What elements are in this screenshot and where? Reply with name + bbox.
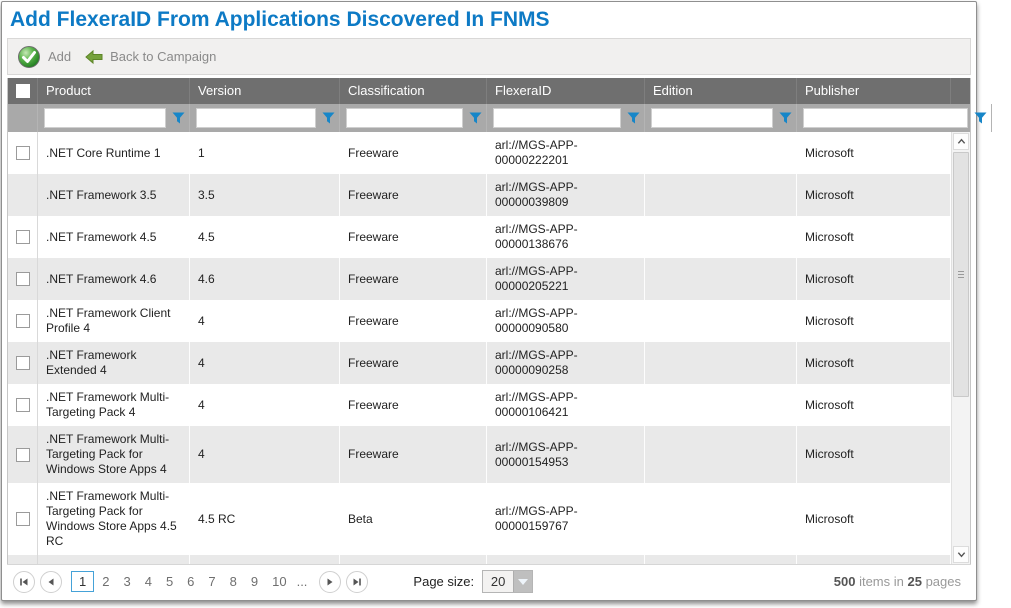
filter-input-classification[interactable]	[346, 108, 463, 128]
filter-funnel-icon[interactable]	[627, 112, 640, 124]
filter-spacer-cell	[8, 104, 38, 132]
cell-flexera_id: arl://MGS-APP-00000159767	[487, 483, 645, 555]
cell-publisher: Microsoft	[797, 300, 951, 342]
dialog-window	[1, 1, 977, 601]
table-row	[8, 426, 951, 483]
row-checkbox[interactable]	[16, 272, 30, 286]
filter-funnel-icon[interactable]	[779, 112, 792, 124]
column-header-classification[interactable]: Classification	[340, 78, 487, 104]
filter-cell-flexeraid	[487, 104, 645, 132]
pages-count: 25	[907, 574, 922, 589]
cell-product: .NET Framework Multi-Targeting Pack for Windows Store Apps 4	[38, 426, 190, 483]
page-number[interactable]: 9	[250, 574, 259, 589]
filter-cell-classification	[340, 104, 487, 132]
filter-input-version[interactable]	[196, 108, 316, 128]
cell-version: 1	[190, 132, 340, 174]
cell-product: .NET Framework Multi-Targeting Pack for Windows Store Apps 4.5 RC	[38, 483, 190, 555]
row-checkbox[interactable]	[16, 314, 30, 328]
scrollbar-up-button[interactable]	[953, 133, 969, 150]
page-number[interactable]: 10	[272, 574, 287, 589]
row-checkbox[interactable]	[16, 146, 30, 160]
row-select-cell	[8, 258, 38, 300]
page-number-list	[71, 571, 313, 592]
cell-product: .NET Framework 3.5	[38, 174, 190, 216]
row-checkbox[interactable]	[16, 398, 30, 412]
cell-flexera_id: arl://MGS-APP-00000154953	[487, 426, 645, 483]
filter-cell-publisher	[797, 104, 992, 132]
filter-input-edition[interactable]	[651, 108, 773, 128]
row-select-cell	[8, 426, 38, 483]
cell-classification: Freeware	[340, 342, 487, 384]
cell-edition	[645, 384, 797, 426]
cell-flexera_id: arl://MGS-APP-00000039809	[487, 174, 645, 216]
cell-publisher: Microsoft	[797, 174, 951, 216]
data-grid	[7, 78, 971, 564]
add-check-icon	[17, 45, 41, 69]
cell-classification: Beta	[340, 483, 487, 555]
table-row	[8, 216, 951, 258]
filter-input-flexeraid[interactable]	[493, 108, 621, 128]
grid-filter-row	[8, 104, 970, 132]
filter-input-product[interactable]	[44, 108, 166, 128]
page-number-current[interactable]: 1	[71, 571, 94, 592]
page-number[interactable]: 8	[229, 574, 237, 589]
cell-version: 4	[190, 342, 340, 384]
cell-version: 4	[190, 384, 340, 426]
cell-classification: Freeware	[340, 426, 487, 483]
table-row	[8, 258, 951, 300]
cell-flexera_id: arl://MGS-APP-00000138676	[487, 216, 645, 258]
page-size-value: 20	[483, 571, 513, 592]
row-select-cell	[8, 216, 38, 258]
cell-edition	[645, 216, 797, 258]
cell-flexera_id: arl://MGS-APP-00000090258	[487, 342, 645, 384]
table-row	[8, 300, 951, 342]
page-number[interactable]: 4	[144, 574, 152, 589]
items-count-info	[834, 574, 961, 589]
cell-version: 4.5	[190, 216, 340, 258]
scrollbar-grip-icon	[958, 271, 964, 280]
cell-product: .NET Framework Client Profile 4	[38, 300, 190, 342]
cell-flexera_id: arl://MGS-APP-00000222201	[487, 132, 645, 174]
row-checkbox[interactable]	[16, 512, 30, 526]
add-button-label: Add	[48, 49, 72, 64]
filter-funnel-icon[interactable]	[172, 112, 185, 124]
cell-version: 4.6	[190, 258, 340, 300]
column-header-product[interactable]: Product	[38, 78, 190, 104]
cell-publisher: Microsoft	[797, 342, 951, 384]
first-page-button[interactable]	[13, 571, 35, 593]
cell-edition	[645, 300, 797, 342]
items-count: 500	[833, 574, 856, 589]
triangle-down-icon	[518, 579, 528, 585]
row-checkbox[interactable]	[16, 230, 30, 244]
page-size-dropdown-arrow[interactable]	[513, 571, 532, 592]
pager-bar	[7, 564, 971, 598]
cell-publisher: Microsoft	[797, 258, 951, 300]
cell-product: .NET Core Runtime 1	[38, 132, 190, 174]
row-select-cell	[8, 384, 38, 426]
filter-funnel-icon[interactable]	[322, 112, 335, 124]
cell-publisher: Microsoft	[797, 132, 951, 174]
toolbar	[7, 38, 971, 75]
cell-classification: Freeware	[340, 258, 487, 300]
row-select-cell	[8, 300, 38, 342]
back-button-label: Back to Campaign	[110, 49, 217, 64]
table-row	[8, 174, 951, 216]
row-select-cell	[8, 483, 38, 555]
row-select-cell	[8, 342, 38, 384]
column-header-publisher[interactable]: Publisher	[797, 78, 951, 104]
cell-version: 4	[190, 426, 340, 483]
cell-flexera_id: arl://MGS-APP-00000106421	[487, 384, 645, 426]
grid-rows	[8, 132, 951, 564]
cell-edition	[645, 258, 797, 300]
select-all-checkbox[interactable]	[16, 84, 30, 98]
grid-body	[8, 132, 970, 564]
cell-edition	[645, 174, 797, 216]
page-number[interactable]: 7	[208, 574, 216, 589]
row-select-cell	[8, 174, 38, 216]
pages-text: pages	[921, 574, 961, 589]
cell-flexera_id: arl://MGS-APP-00000090580	[487, 300, 645, 342]
prev-page-button[interactable]	[40, 571, 62, 593]
cell-edition	[645, 483, 797, 555]
cell-product: .NET Framework 4.5	[38, 216, 190, 258]
cell-version: 4.5 RC	[190, 483, 340, 555]
filter-cell-edition	[645, 104, 797, 132]
cell-product: .NET Framework Multi-Targeting Pack 4	[38, 384, 190, 426]
cell-flexera_id: arl://MGS-APP-00000205221	[487, 258, 645, 300]
cell-classification: Freeware	[340, 216, 487, 258]
cell-classification: Freeware	[340, 174, 487, 216]
table-row	[8, 384, 951, 426]
column-header-edition[interactable]: Edition	[645, 78, 797, 104]
cell-classification: Freeware	[340, 384, 487, 426]
cell-version: 4	[190, 300, 340, 342]
back-to-campaign-button[interactable]	[85, 49, 216, 64]
back-arrow-icon	[85, 50, 103, 64]
column-header-flexeraid[interactable]: FlexeraID	[487, 78, 645, 104]
cell-edition	[645, 132, 797, 174]
cell-publisher: Microsoft	[797, 216, 951, 258]
page-size-control	[413, 570, 533, 593]
scrollbar-thumb[interactable]	[953, 152, 969, 397]
cell-classification: Freeware	[340, 132, 487, 174]
filter-funnel-icon[interactable]	[469, 112, 482, 124]
cell-product: .NET Framework 4.6	[38, 258, 190, 300]
cell-publisher: Microsoft	[797, 384, 951, 426]
filter-input-publisher[interactable]	[803, 108, 968, 128]
page-number[interactable]: 2	[102, 574, 110, 589]
filter-cell-product	[38, 104, 190, 132]
filter-scrollbar-spacer	[992, 104, 1011, 132]
last-page-button[interactable]	[346, 571, 368, 593]
row-checkbox[interactable]	[16, 356, 30, 370]
cell-edition	[645, 426, 797, 483]
filter-cell-version	[190, 104, 340, 132]
scrollbar-down-button[interactable]	[953, 546, 969, 563]
select-all-header-cell	[8, 78, 38, 104]
cell-publisher: Microsoft	[797, 426, 951, 483]
add-button[interactable]	[17, 45, 71, 69]
cell-classification: Freeware	[340, 300, 487, 342]
page-number[interactable]: 5	[165, 574, 174, 589]
grid-header-row	[8, 78, 970, 104]
cell-publisher: Microsoft	[797, 483, 951, 555]
cell-version: 3.5	[190, 174, 340, 216]
table-row	[8, 483, 951, 555]
header-scrollbar-spacer	[951, 78, 970, 104]
page-number[interactable]: 6	[187, 574, 195, 589]
page-number[interactable]: 3	[123, 574, 131, 589]
row-checkbox[interactable]	[16, 448, 30, 462]
column-header-version[interactable]: Version	[190, 78, 340, 104]
table-row	[8, 342, 951, 384]
page-ellipsis[interactable]: ...	[296, 574, 308, 589]
page-title: Add FlexeraID From Applications Discovered In FNMS	[10, 8, 550, 31]
page-size-dropdown[interactable]	[482, 570, 533, 593]
table-row	[8, 132, 951, 174]
cell-edition	[645, 342, 797, 384]
cell-product: .NET Framework Extended 4	[38, 342, 190, 384]
page-size-label: Page size:	[413, 574, 475, 589]
next-page-button[interactable]	[319, 571, 341, 593]
filter-funnel-icon[interactable]	[974, 112, 987, 124]
row-select-cell	[8, 132, 38, 174]
items-text: items in	[855, 574, 908, 589]
vertical-scrollbar[interactable]	[951, 132, 970, 564]
